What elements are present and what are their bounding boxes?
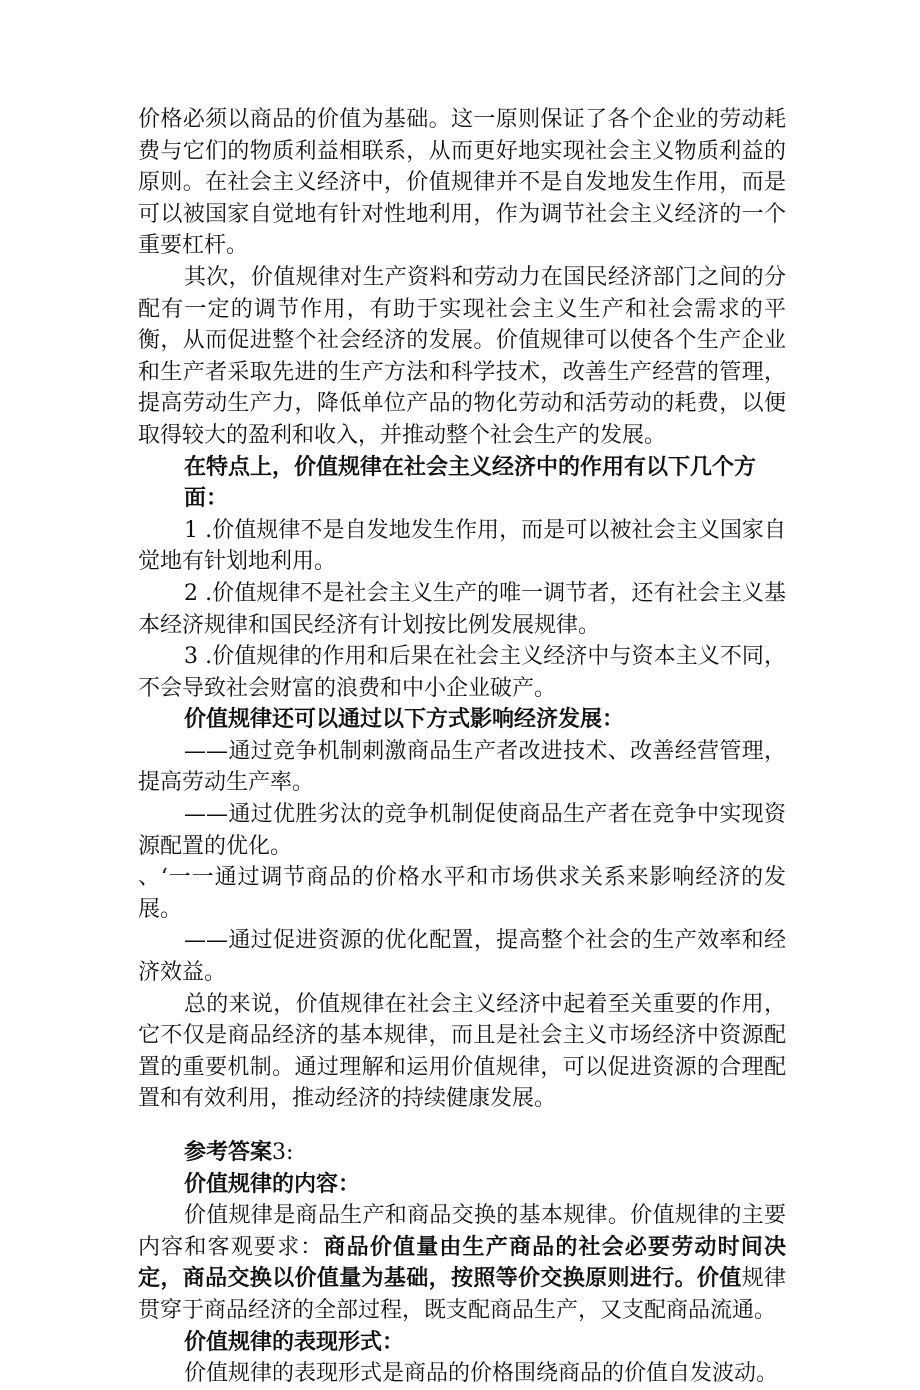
dash-item-2: ——通过优胜劣汰的竞争机制促使商品生产者在竞争中实现资源配置的优化。 — [138, 802, 786, 859]
paragraph-form: 价值规律的表现形式是商品的价格围绕商品的价值自发波动。 — [184, 1361, 779, 1387]
dash-item-3: 、‘一一通过调节商品的价格水平和市场供求关系来影响经济的发展。 — [138, 865, 786, 922]
section-gap — [138, 1115, 786, 1137]
content-tail: 规律贯穿于商品经济的全部过程，既支配商品生产，又支配商品流通。 — [138, 1266, 786, 1323]
paragraph-price-basis: 价格必须以商品的价值为基础。这一原则保证了各个企业的劳动耗费与它们的物质利益相联系，从而更好地实现社会主义物质利益的原则。在社会主义经济中，价值规律并不是自发地发生作用，而是可以被国家自觉地有针对性地利用，作为调节社会主义经济的一个重要杠杆。 — [138, 107, 786, 259]
dash-item-1: ——通过竞争机制刺激商品生产者改进技术、改善经营管理，提高劳动生产率。 — [138, 738, 786, 796]
list-item-2: 2 .价值规律不是社会主义生产的唯一调节者，还有社会主义基本经济规律和国民经济有计划按比例发展规律。 — [138, 580, 786, 638]
list-item-1: 1 .价值规律不是自发地发生作用，而是可以被社会主义国家自觉地有针划地利用。 — [138, 517, 786, 575]
document-page — [138, 104, 786, 1390]
answer-label-text: 参考答案 — [184, 1139, 273, 1165]
heading-ways: 价值规律还可以通过以下方式影响经济发展： — [184, 706, 625, 733]
heading-features: 在特点上，价值规律在社会主义经济中的作用有以下几个方面： — [184, 453, 757, 512]
answer-label — [138, 1137, 786, 1169]
paragraph-content — [138, 1200, 786, 1326]
content-emphasis: 商品价值量由生产商品的社会必要劳动时间决定，商品交换以价值量为基础，按照等价交换原则进行。价值 — [138, 1233, 786, 1292]
heading-form: 价值规律的表现形式： — [184, 1328, 405, 1355]
paragraph-summary: 总的来说，价值规律在社会主义经济中起着至关重要的作用，它不仅是商品经济的基本规律，而且是社会主义市场经济中资源配置的重要机制。通过理解和运用价值规律，可以促进资源的合理配置和有效利用，推动经济的持续健康发展。 — [138, 991, 786, 1112]
heading-content: 价值规律的内容： — [184, 1170, 361, 1197]
content-lead: 价值规律是商品生产和商品交换的基本规律。价值规律的主要内容和客观要求： — [138, 1203, 786, 1260]
dash-item-4: ——通过促进资源的优化配置，提高整个社会的生产效率和经济效益。 — [138, 928, 786, 986]
list-item-3: 3 .价值规律的作用和后果在社会主义经济中与资本主义不同，不会导致社会财富的浪费和中小企业破产。 — [138, 644, 786, 701]
paragraph-allocation: 其次，价值规律对生产资料和劳动力在国民经济部门之间的分配有一定的调节作用，有助于实现社会主义生产和社会需求的平衡，从而促进整个社会经济的发展。价值规律可以使各个生产企业和生产者采取先进的生产方法和科学技术，改善生产经营的管理，提高劳动生产力，降低单位产品的物化劳动和活劳动的耗费，以便取得较大的盈利和收入，并推动整个社会生产的发展。 — [138, 264, 786, 448]
answer-label-number: 3: — [272, 1140, 294, 1165]
